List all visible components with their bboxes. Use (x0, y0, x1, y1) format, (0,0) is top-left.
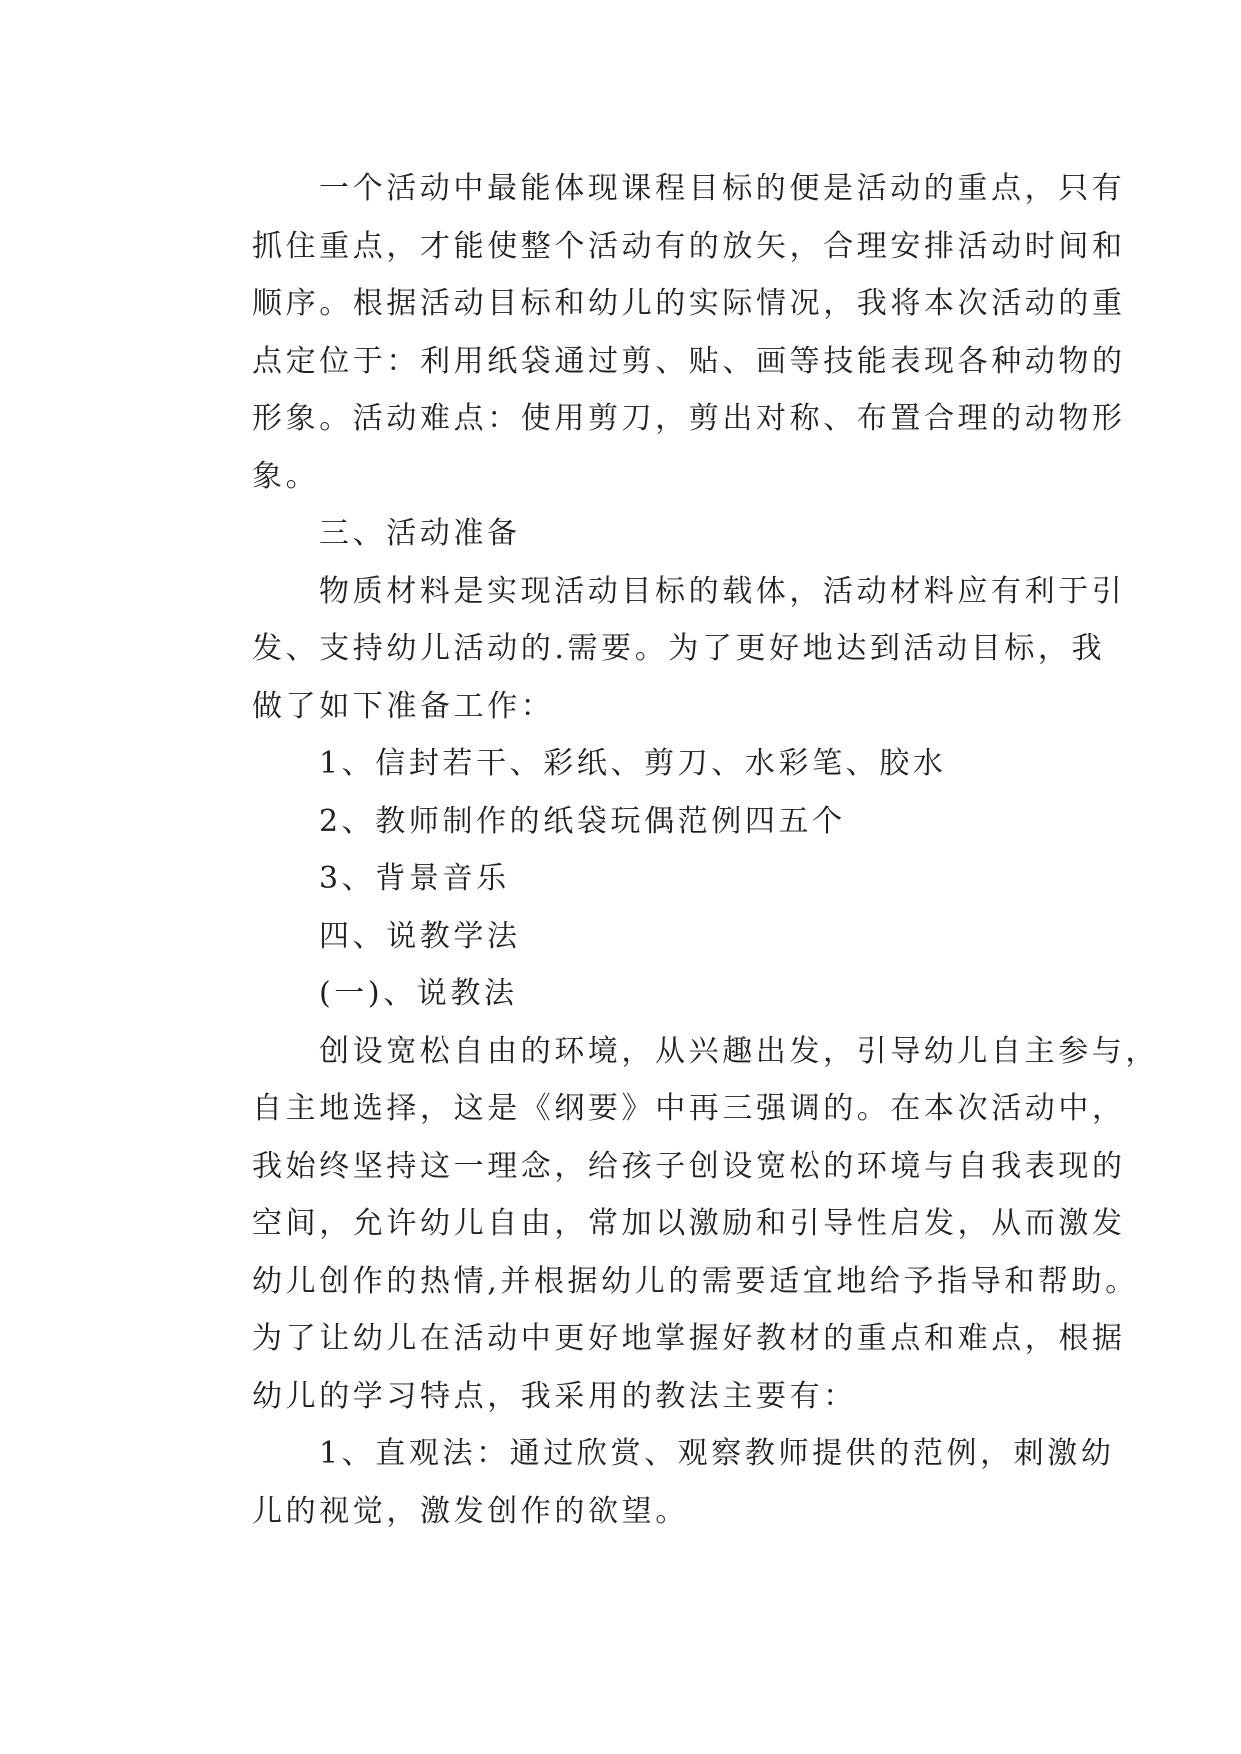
text-line: 象。 (252, 458, 320, 494)
paragraph-key-point (192, 160, 1126, 505)
heading-text: 四、说教学法 (319, 918, 521, 954)
text-line: 一个活动中最能体现课程目标的便是活动的重点，只有 (319, 171, 1126, 206)
text-line: 物质材料是实现活动目标的载体，活动材料应有利于引 (319, 573, 1126, 609)
text-line: 儿的视觉，激发创作的欲望。 (252, 1493, 689, 1529)
text-line: 抓住重点，才能使整个活动有的放矢，合理安排活动时间和 (252, 228, 1126, 264)
text-line: 顺序。根据活动目标和幼儿的实际情况，我将本次活动的重 (252, 286, 1126, 321)
text-line: 做了如下准备工作： (252, 688, 555, 724)
heading-text: 三、活动准备 (319, 516, 521, 551)
text-line: 我始终坚持这一理念，给孩子创设宽松的环境与自我表现的 (252, 1148, 1126, 1184)
text-line: 幼儿的学习特点，我采用的教法主要有： (252, 1378, 857, 1414)
text-line: 幼儿创作的热情,并根据幼儿的需要适宜地给予指导和帮助。 (252, 1263, 1139, 1299)
paragraph-intuitive-method (192, 1425, 1115, 1540)
text-line: 点定位于：利用纸袋通过剪、贴、画等技能表现各种动物的 (252, 343, 1126, 379)
subsection-heading-teaching (192, 965, 1050, 1023)
list-item-text: 1、信封若干、彩纸、剪刀、水彩笔、胶水 (319, 746, 947, 781)
text-line: 形象。活动难点：使用剪刀，剪出对称、布置合理的动物形 (252, 401, 1126, 436)
list-item-3 (192, 850, 1050, 908)
list-item-1 (192, 735, 1050, 793)
heading-text: (一)、说教法 (319, 976, 518, 1011)
text-line: 发、支持幼儿活动的.需要。为了更好地达到活动目标，我 (252, 631, 1106, 666)
text-line: 1、直观法：通过欣赏、观察教师提供的范例，刺激幼 (319, 1436, 1115, 1471)
text-line: 自主地选择，这是《纲要》中再三强调的。在本次活动中， (252, 1091, 1126, 1126)
paragraph-materials (192, 563, 1126, 736)
list-item-text: 3、背景音乐 (319, 861, 510, 896)
section-heading-methods (192, 908, 1050, 966)
section-heading-preparation (192, 505, 1050, 563)
text-line: 创设宽松自由的环境，从兴趣出发，引导幼儿自主参与， (319, 1033, 1159, 1069)
list-item-text: 2、教师制作的纸袋玩偶范例四五个 (319, 803, 846, 839)
text-line: 空间，允许幼儿自由，常加以激励和引导性启发，从而激发 (252, 1206, 1126, 1241)
paragraph-environment (192, 1023, 1159, 1426)
document-body (192, 160, 1159, 1540)
list-item-2 (192, 793, 1050, 851)
text-line: 为了让幼儿在活动中更好地掌握好教材的重点和难点，根据 (252, 1321, 1126, 1356)
